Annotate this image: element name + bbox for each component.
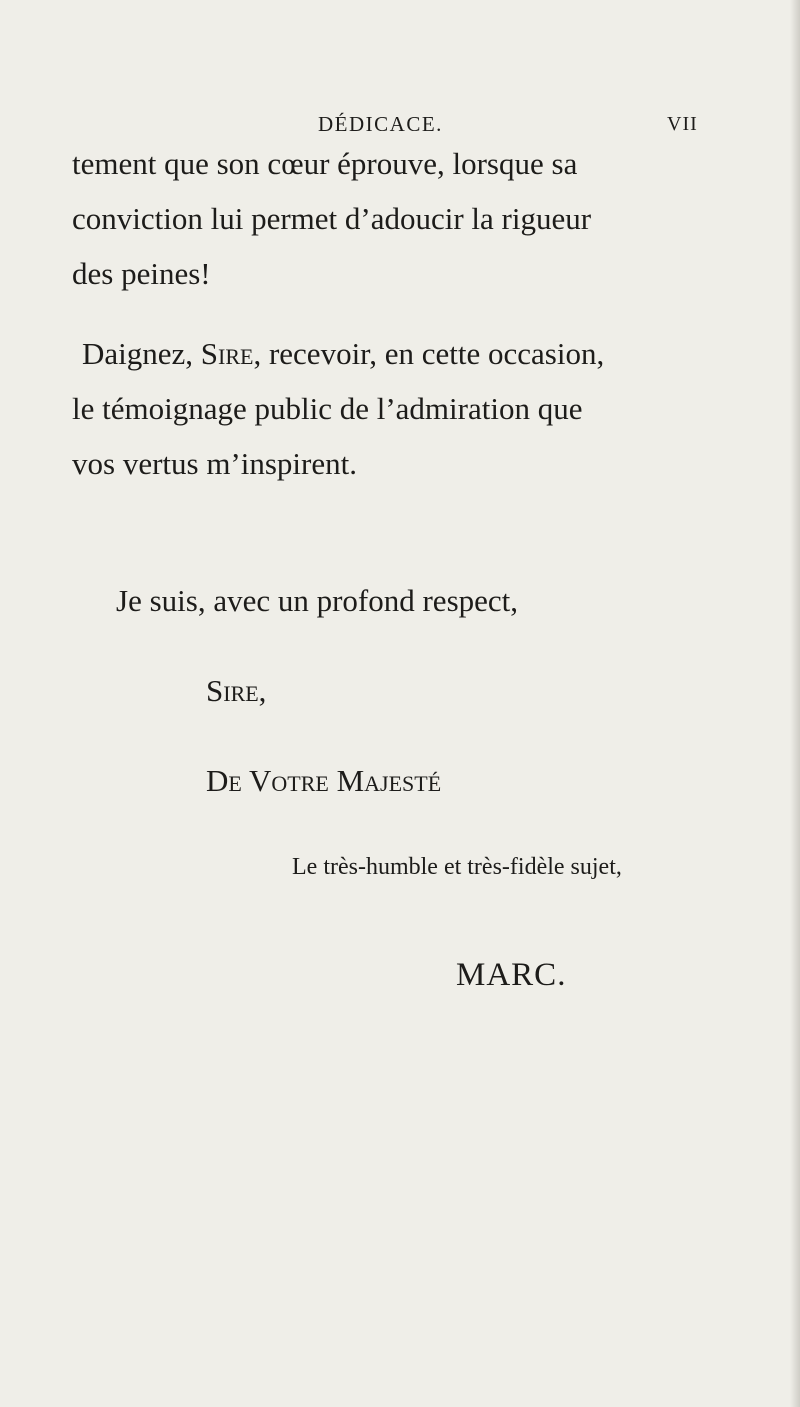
text-line bbox=[82, 326, 722, 381]
text-fragment: , recevoir, en cette occasion, bbox=[253, 336, 605, 371]
text-line: conviction lui permet d’adoucir la rigueur bbox=[72, 201, 592, 236]
text-line: des peines! bbox=[72, 256, 211, 291]
closing-subject: Le très-humble et très-fidèle sujet, bbox=[292, 854, 622, 880]
closing-majesty: De Votre Majesté bbox=[206, 763, 442, 798]
text-line: tement que son cœur éprouve, lorsque sa bbox=[72, 146, 578, 181]
closing-respect: Je suis, avec un profond respect, bbox=[116, 583, 519, 618]
paragraph-daignez bbox=[72, 326, 722, 491]
page-number: VII bbox=[667, 113, 698, 135]
text-line: le témoignage public de l’admiration que bbox=[72, 391, 583, 426]
closing-sire: Sire, bbox=[206, 673, 267, 708]
signature-name: MARC. bbox=[456, 957, 567, 993]
page-edge-shadow bbox=[790, 0, 800, 1407]
running-header-title: DÉDICACE. bbox=[318, 112, 443, 136]
text-line: vos vertus m’inspirent. bbox=[72, 446, 357, 481]
paragraph-continuation bbox=[72, 136, 712, 301]
sire-smallcaps: Sire bbox=[200, 336, 254, 371]
text-fragment: Daignez, bbox=[82, 336, 201, 371]
